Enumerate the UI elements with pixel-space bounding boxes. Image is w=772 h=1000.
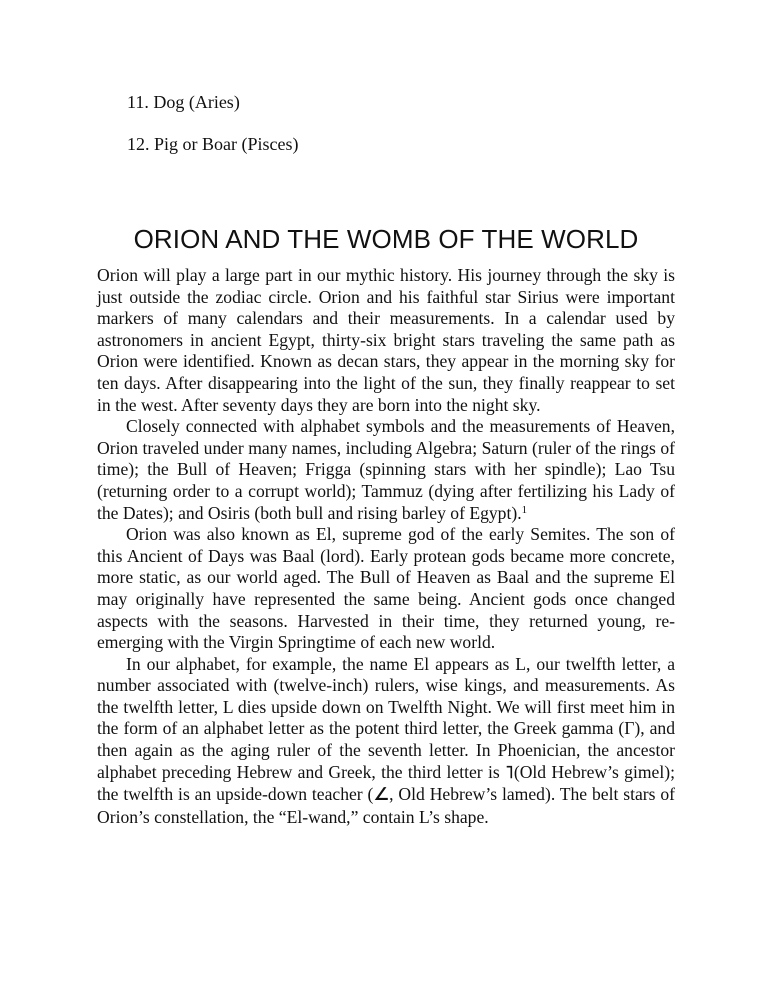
list-item-pig-boar-pisces: 12. Pig or Boar (Pisces): [127, 134, 299, 154]
section-heading: ORION AND THE WOMB OF THE WORLD: [133, 224, 639, 255]
lamed-glyph: ∠: [373, 785, 390, 806]
paragraph-1: Orion will play a large part in our mythic history. His journey through the sky is just outside the zodiac circle. Orion and his faithful star Sirius were important markers of many calendars and their measurements. In a calendar used by astronomers in ancient Egypt, thirty-six bright stars traveling the same path as Orion were identified. Known as decan stars, they appear in the morning sky for ten days. After disappearing into the light of the sun, they finally reappear to set in the west. After seventy days they are born into the night sky.: [97, 265, 675, 415]
paragraph-2: [97, 416, 675, 524]
body-text: [97, 265, 675, 828]
paragraph-4-part2: (Old Hebrew’s gimel); the twelfth is an upside-down teacher (: [97, 761, 675, 805]
paragraph-3: Orion was also known as El, supreme god of the early Semites. The son of this Ancient of Days was Baal (lord). Early protean gods became more concrete, more static, as our world aged. The Bull of Heaven as Baal and the supreme El may originally have represented the same being. Ancient gods once changed aspects with the seasons. Harvested in their time, they returned young, re-emerging with the Virgin Springtime of each new world.: [97, 524, 675, 653]
paragraph-4: [97, 654, 675, 829]
footnote-marker: 1: [521, 503, 528, 516]
gimel-glyph: ˥: [505, 762, 514, 783]
paragraph-4-part3: , Old Hebrew’s lamed). The belt stars of Orion’s constellation, the “El-wand,” contain L’s shape.: [97, 784, 675, 827]
paragraph-4-part1: In our alphabet, for example, the name El appears as L, our twelfth letter, a number associated with (twelve-inch) rulers, wise kings, and measurements. As the twelfth letter, L dies upside down on Twelfth Night. We will first meet him in the form of an alphabet letter as the potent third letter, the Greek gamma (Γ), and then again as the aging ruler of the seventh letter. In Phoenician, the ancestor alphabet preceding Hebrew and Greek, the third letter is: [97, 653, 675, 782]
list-item-dog-aries: 11. Dog (Aries): [127, 92, 240, 112]
paragraph-2-text: Closely connected with alphabet symbols and the measurements of Heaven, Orion traveled under many names, including Algebra; Saturn (ruler of the rings of time); the Bull of Heaven; Frigga (spinning stars with her spindle); Lao Tsu (returning order to a corrupt world); Tammuz (dying after fertilizing his Lady of the Dates); and Osiris (both bull and rising barley of Egypt).: [97, 416, 675, 523]
